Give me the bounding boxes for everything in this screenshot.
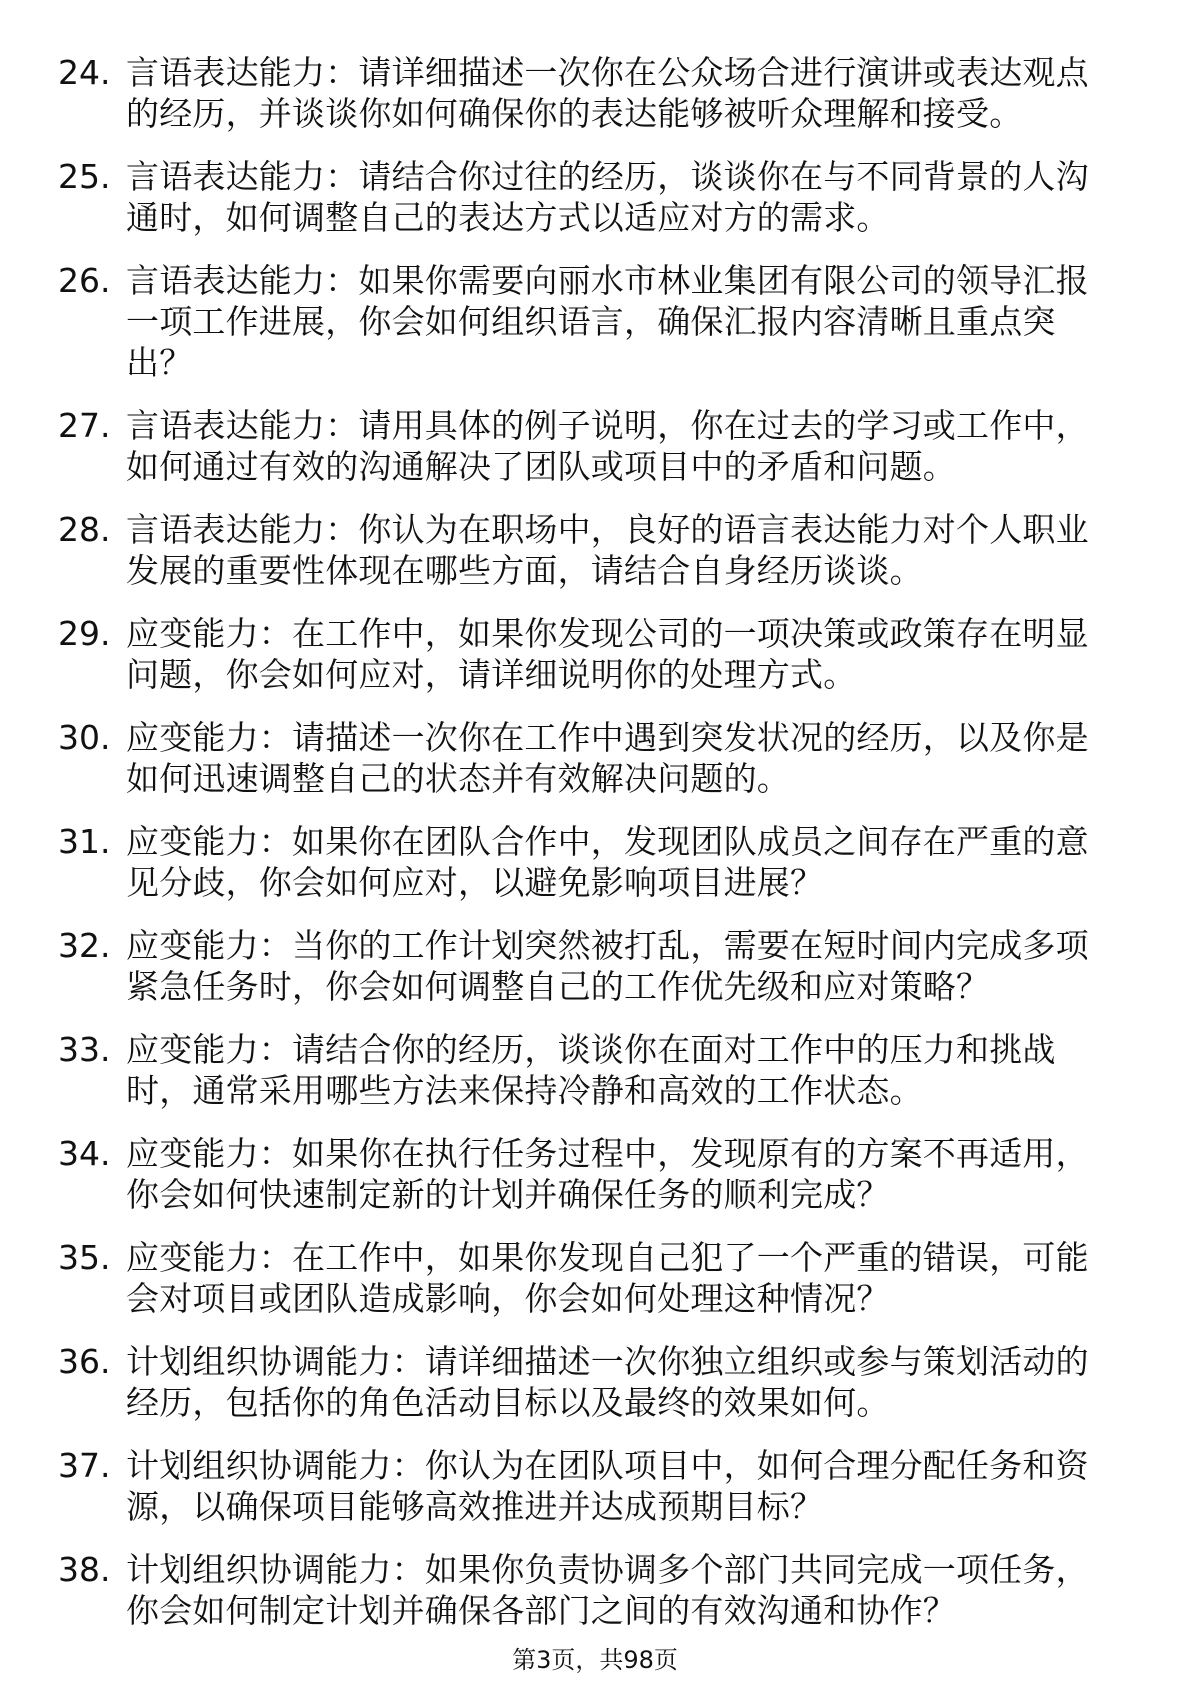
question-text: 应变能力：在工作中，如果你发现公司的一项决策或政策存在明显问题，你会如何应对，请详细说明你的处理方式。 xyxy=(126,614,1089,694)
question-number: 36. xyxy=(58,1342,111,1381)
question-number: 32. xyxy=(58,926,111,965)
question-number: 33. xyxy=(58,1030,111,1069)
question-text: 应变能力：如果你在团队合作中，发现团队成员之间存在严重的意见分歧，你会如何应对，以避免影响项目进展？ xyxy=(126,822,1089,902)
question-text: 计划组织协调能力：你认为在团队项目中，如何合理分配任务和资源，以确保项目能够高效推进并达成预期目标？ xyxy=(126,1446,1089,1526)
question-number: 28. xyxy=(58,510,111,549)
question-item xyxy=(58,1445,1118,1527)
question-item xyxy=(58,260,1118,383)
question-item xyxy=(58,509,1118,591)
question-text: 应变能力：请结合你的经历，谈谈你在面对工作中的压力和挑战时，通常采用哪些方法来保持冷静和高效的工作状态。 xyxy=(126,1030,1056,1110)
question-text: 应变能力：在工作中，如果你发现自己犯了一个严重的错误，可能会对项目或团队造成影响，你会如何处理这种情况？ xyxy=(126,1238,1089,1318)
question-item xyxy=(58,1341,1118,1423)
question-text: 应变能力：如果你在执行任务过程中，发现原有的方案不再适用，你会如何快速制定新的计划并确保任务的顺利完成？ xyxy=(126,1134,1089,1214)
question-item xyxy=(58,613,1118,695)
question-text: 言语表达能力：你认为在职场中，良好的语言表达能力对个人职业发展的重要性体现在哪些方面，请结合自身经历谈谈。 xyxy=(126,510,1089,590)
question-text: 计划组织协调能力：如果你负责协调多个部门共同完成一项任务，你会如何制定计划并确保各部门之间的有效沟通和协作？ xyxy=(126,1550,1089,1630)
question-item xyxy=(58,925,1118,1007)
question-number: 37. xyxy=(58,1446,111,1485)
question-number: 29. xyxy=(58,614,111,653)
question-number: 30. xyxy=(58,718,111,757)
page-footer: 第3页，共98页 xyxy=(512,1646,678,1674)
question-text: 言语表达能力：请详细描述一次你在公众场合进行演讲或表达观点的经历，并谈谈你如何确保你的表达能够被听众理解和接受。 xyxy=(126,53,1089,133)
question-item xyxy=(58,1029,1118,1111)
question-text: 应变能力：当你的工作计划突然被打乱，需要在短时间内完成多项紧急任务时，你会如何调整自己的工作优先级和应对策略？ xyxy=(126,926,1089,1006)
question-text: 言语表达能力：请结合你过往的经历，谈谈你在与不同背景的人沟通时，如何调整自己的表达方式以适应对方的需求。 xyxy=(126,157,1089,237)
question-text: 言语表达能力：请用具体的例子说明，你在过去的学习或工作中，如何通过有效的沟通解决了团队或项目中的矛盾和问题。 xyxy=(126,406,1089,486)
question-item xyxy=(58,1133,1118,1215)
question-item xyxy=(58,156,1118,238)
question-item xyxy=(58,1549,1118,1631)
question-number: 24. xyxy=(58,53,111,92)
question-item xyxy=(58,717,1118,799)
question-number: 35. xyxy=(58,1238,111,1277)
question-text: 言语表达能力：如果你需要向丽水市林业集团有限公司的领导汇报一项工作进展，你会如何组织语言，确保汇报内容清晰且重点突出？ xyxy=(126,261,1089,382)
question-item xyxy=(58,405,1118,487)
question-text: 计划组织协调能力：请详细描述一次你独立组织或参与策划活动的经历，包括你的角色活动目标以及最终的效果如何。 xyxy=(126,1342,1089,1422)
question-item xyxy=(58,52,1118,134)
question-list xyxy=(58,52,1118,1653)
question-number: 27. xyxy=(58,406,111,445)
question-number: 34. xyxy=(58,1134,111,1173)
question-item xyxy=(58,1237,1118,1319)
question-number: 26. xyxy=(58,261,111,300)
question-text: 应变能力：请描述一次你在工作中遇到突发状况的经历，以及你是如何迅速调整自己的状态并有效解决问题的。 xyxy=(126,718,1089,798)
question-number: 31. xyxy=(58,822,111,861)
question-number: 38. xyxy=(58,1550,111,1589)
question-number: 25. xyxy=(58,157,111,196)
question-item xyxy=(58,821,1118,903)
